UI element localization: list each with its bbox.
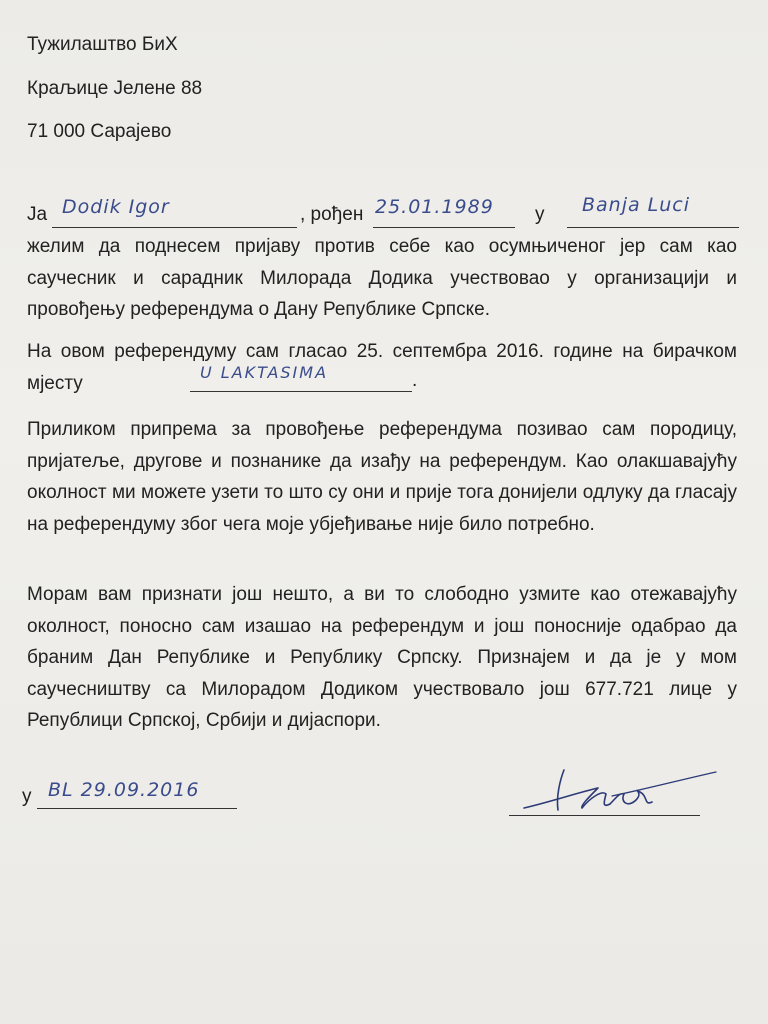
intro-paragraph bbox=[27, 231, 737, 326]
signature-image bbox=[520, 762, 720, 822]
date-fill-line bbox=[373, 227, 515, 228]
place-fill-line bbox=[567, 227, 739, 228]
address-line-3: 71 000 Сарајево bbox=[27, 121, 172, 142]
vote-place-fill-line bbox=[190, 391, 412, 392]
born-label: , рођен bbox=[300, 204, 364, 225]
intro-text: желим да поднесем пријаву против себе као осумњиченог јер сам као саучесник и сарадник Милорада Додика учествовао у организацији и провођењу референдума о Дану Републике Српске. bbox=[27, 236, 737, 320]
intro-ja: Ја bbox=[27, 204, 48, 225]
vote-end: . bbox=[412, 370, 418, 391]
vote-text: На овом референдуму сам гласао 25. септембра 2016. године на бирачком мјесту bbox=[27, 341, 737, 394]
place-date-handwritten: BL 29.09.2016 bbox=[48, 779, 200, 801]
address-line-1: Тужилаштво БиХ bbox=[27, 34, 178, 55]
name-handwritten: Dodik Igor bbox=[62, 196, 170, 218]
confession-text: Морам вам признати још нешто, а ви то слободно узмите као отежавајућу околност, поносно сам изашао на референдум и још поносније одабрао да браним Дан Републике и Републику Српску. Признајем и да је у мом саучесништву са Милорадом Додиком учествовало још 677.721 лице у Републици Српској, Србији и дијаспори. bbox=[27, 584, 737, 731]
address-line-2: Краљице Јелене 88 bbox=[27, 78, 203, 99]
confession-paragraph bbox=[27, 579, 737, 737]
birthplace-handwritten: Banja Luci bbox=[582, 194, 691, 216]
in-label: у bbox=[535, 204, 545, 225]
vote-place-handwritten: U LAKTASIMA bbox=[200, 363, 329, 382]
preparation-text: Приликом припрема за провођење референдума позивао сам породицу, пријатеље, другове и познанике да изађу на референдум. Као олакшавајућу околност ми можете узети то што су они и прије тога донијели одлуку да гласају на референдуму због чега моје убјеђивање није било потребно. bbox=[27, 419, 737, 535]
vote-paragraph bbox=[27, 336, 737, 399]
place-date-fill-line bbox=[37, 808, 237, 809]
preparation-paragraph bbox=[27, 414, 737, 540]
footer-u-label: у bbox=[22, 786, 32, 807]
birthdate-handwritten: 25.01.1989 bbox=[375, 196, 494, 218]
name-fill-line bbox=[52, 227, 297, 228]
